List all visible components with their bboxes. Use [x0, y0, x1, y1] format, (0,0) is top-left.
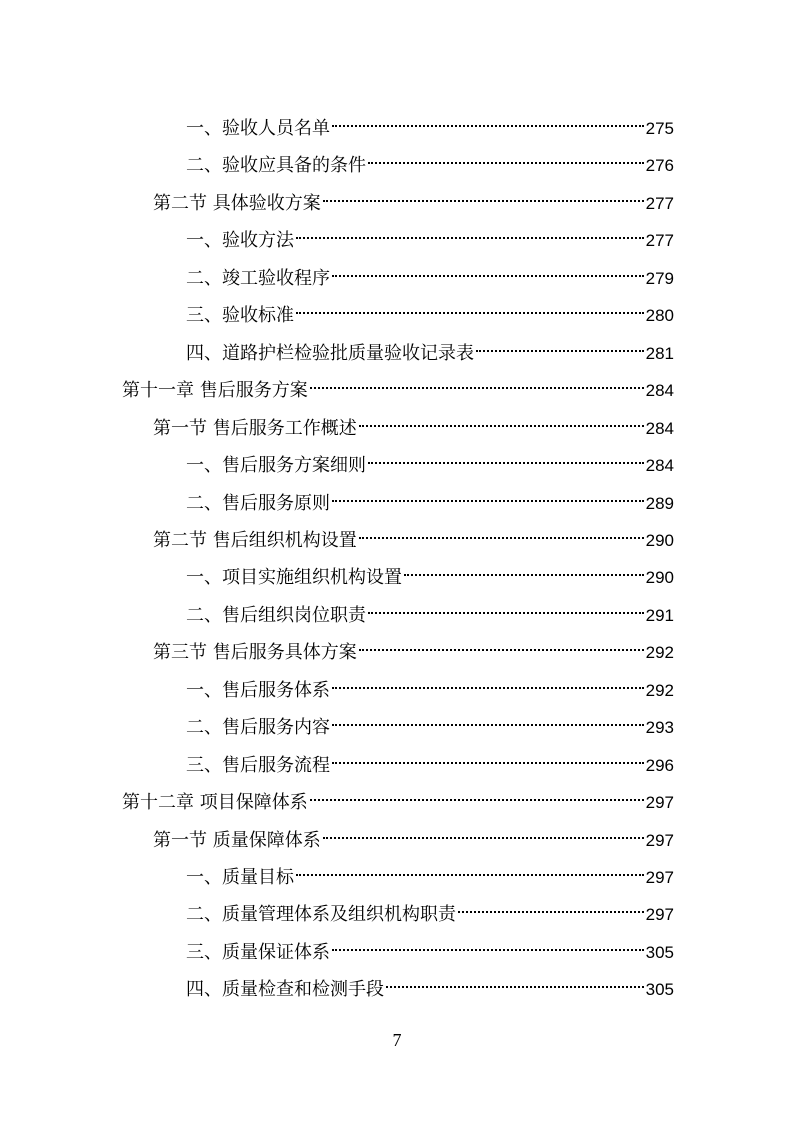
toc-dot-leader: [332, 254, 644, 284]
toc-dot-leader: [332, 928, 644, 958]
toc-entry-page: 297: [645, 868, 674, 887]
toc-entry-page: 296: [645, 755, 674, 775]
toc-dot-leader: [476, 329, 644, 359]
toc-entry-title: 四、道路护栏检验批质量验收记录表: [186, 342, 474, 364]
toc-entry[interactable]: [186, 441, 674, 477]
toc-dot-leader: [332, 666, 644, 696]
toc-entry[interactable]: [186, 329, 674, 364]
toc-entry-title: 一、售后服务体系: [186, 679, 330, 701]
toc-dot-leader: [296, 291, 644, 321]
toc-entry[interactable]: [186, 741, 674, 776]
toc-entry[interactable]: [153, 628, 674, 664]
toc-entry[interactable]: [186, 141, 674, 177]
toc-entry-title: 三、验收标准: [186, 305, 294, 327]
toc-entry-title: 二、验收应具备的条件: [186, 155, 366, 177]
toc-entry[interactable]: [186, 479, 674, 514]
toc-entry-page: 292: [645, 680, 674, 700]
toc-entry-title: 三、质量保证体系: [186, 941, 330, 963]
toc-entry-title: 一、售后服务方案细则: [186, 455, 366, 477]
toc-entry-page: 305: [645, 942, 674, 962]
toc-entry-page: 281: [645, 343, 674, 363]
toc-entry-title: 一、验收方法: [186, 230, 294, 252]
toc-entry[interactable]: [186, 703, 674, 739]
toc-entry[interactable]: [186, 216, 674, 252]
toc-entry-page: 280: [645, 306, 674, 326]
toc-dot-leader: [368, 441, 644, 471]
toc-entry-title: 第三节 售后服务具体方案: [153, 642, 357, 664]
toc-dot-leader: [359, 628, 644, 658]
toc-entry-title: 二、售后服务内容: [186, 717, 330, 739]
toc-dot-leader: [386, 965, 644, 995]
toc-entry-page: 277: [645, 193, 674, 213]
toc-entry-page: 297: [645, 793, 674, 813]
toc-entry[interactable]: [186, 254, 674, 289]
toc-entry[interactable]: [186, 928, 674, 963]
toc-dot-leader: [359, 404, 644, 434]
toc-entry[interactable]: [186, 853, 674, 888]
toc-entry-title: 第十一章 售后服务方案: [122, 380, 308, 402]
toc-dot-leader: [404, 553, 644, 583]
toc-entry-title: 第一节 质量保障体系: [153, 829, 321, 851]
toc-entry-page: 291: [645, 605, 674, 625]
toc-entry-page: 284: [645, 418, 674, 438]
toc-dot-leader: [332, 741, 644, 771]
toc-entry-title: 二、售后服务原则: [186, 492, 330, 514]
toc-dot-leader: [359, 516, 644, 546]
toc-entry[interactable]: [186, 553, 674, 589]
toc-entry[interactable]: [186, 104, 674, 139]
toc-entry-page: 290: [645, 568, 674, 588]
toc-dot-leader: [323, 816, 644, 846]
toc-entry[interactable]: [153, 179, 674, 214]
toc-entry-title: 二、售后组织岗位职责: [186, 604, 366, 626]
toc-dot-leader: [368, 141, 644, 171]
toc-entry-page: 284: [645, 456, 674, 476]
toc-entry[interactable]: [186, 965, 674, 1001]
toc-dot-leader: [296, 853, 644, 883]
toc-entry-title: 第二节 具体验收方案: [153, 192, 321, 214]
toc-dot-leader: [332, 703, 644, 733]
toc-entry-page: 305: [645, 980, 674, 1000]
toc-dot-leader: [310, 366, 644, 396]
toc-entry[interactable]: [153, 516, 674, 551]
toc-entry-title: 第一节 售后服务工作概述: [153, 417, 357, 439]
toc-entry[interactable]: [153, 404, 674, 439]
toc-entry-title: 一、质量目标: [186, 867, 294, 888]
toc-entry-page: 275: [645, 119, 674, 138]
toc-entry-title: 二、质量管理体系及组织机构职责: [186, 904, 456, 926]
toc-entry-page: 293: [645, 718, 674, 738]
toc-entry-title: 第十二章 项目保障体系: [122, 792, 308, 814]
toc-dot-leader: [332, 479, 644, 509]
toc-entry[interactable]: [186, 890, 674, 926]
toc-entry[interactable]: [186, 591, 674, 626]
toc-entry-page: 276: [645, 156, 674, 176]
toc-dot-leader: [368, 591, 644, 621]
toc-dot-leader: [323, 179, 644, 209]
toc-entry-title: 三、售后服务流程: [186, 754, 330, 776]
toc-entry-page: 290: [645, 530, 674, 550]
toc-entry[interactable]: [122, 778, 674, 814]
toc-entry-page: 279: [645, 268, 674, 288]
toc-dot-leader: [458, 890, 644, 920]
toc-entry-title: 二、竣工验收程序: [186, 267, 330, 289]
toc-entry-page: 284: [645, 381, 674, 401]
toc-entry-title: 一、项目实施组织机构设置: [186, 567, 402, 589]
page-number: 7: [392, 1030, 402, 1050]
toc-entry-page: 289: [645, 493, 674, 513]
toc-entry-page: 297: [645, 830, 674, 850]
toc-entry-page: 292: [645, 643, 674, 663]
toc-entry-title: 四、质量检查和检测手段: [186, 979, 384, 1001]
toc-entry-title: 一、验收人员名单: [186, 118, 330, 139]
toc-entry-page: 297: [645, 905, 674, 925]
toc-entry[interactable]: [153, 816, 674, 851]
toc-entry[interactable]: [186, 291, 674, 327]
toc-dot-leader: [296, 216, 644, 246]
toc-entry[interactable]: [186, 666, 674, 701]
toc-dot-leader: [310, 778, 644, 808]
toc-entry-title: 第二节 售后组织机构设置: [153, 529, 357, 551]
toc-entry[interactable]: [122, 366, 674, 402]
toc-dot-leader: [332, 104, 644, 134]
toc-entry-page: 277: [645, 231, 674, 251]
